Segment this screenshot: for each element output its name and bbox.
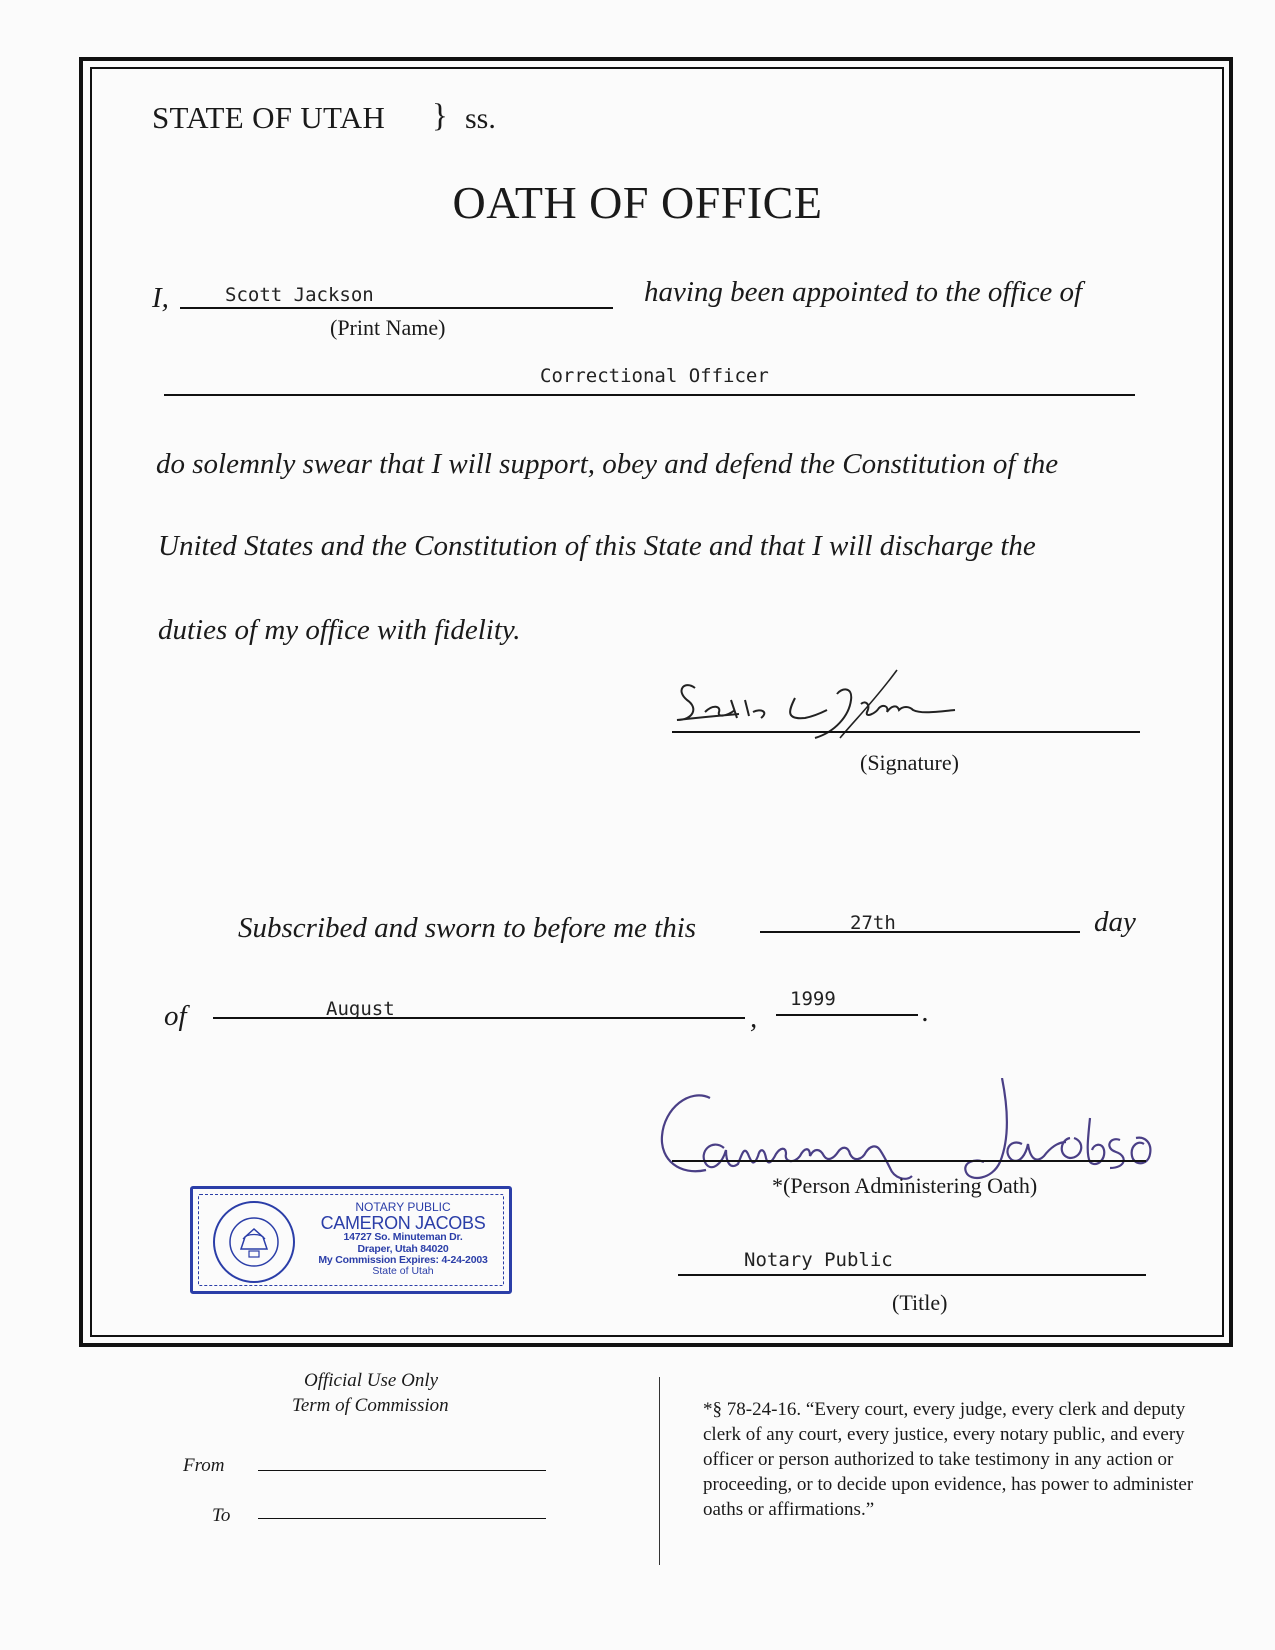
venue-brace: } [432, 98, 448, 134]
administrator-signature [650, 1078, 1170, 1188]
sworn-of-label: of [164, 1000, 187, 1032]
sworn-year-value: 1999 [790, 988, 836, 1010]
sworn-day-line [760, 931, 1080, 933]
print-name-value: Scott Jackson [225, 284, 374, 306]
sworn-day-label: day [1094, 906, 1136, 938]
administrator-caption: *(Person Administering Oath) [772, 1173, 1038, 1198]
venue-ss: ss. [465, 102, 496, 135]
oath-line-3: duties of my office with fidelity. [158, 614, 521, 646]
oath-line-1: do solemnly swear that I will support, obey and defend the Constitution of the [156, 448, 1059, 480]
sworn-comma: , [750, 1002, 758, 1034]
office-intro: having been appointed to the office of [644, 276, 1083, 308]
term-of-commission-heading: Term of Commission [292, 1395, 449, 1416]
sworn-year-line [776, 1014, 918, 1016]
stamp-line-expires: My Commission Expires: 4-24-2003 [318, 1253, 488, 1266]
document-title: OATH OF OFFICE [452, 177, 823, 228]
sworn-month-value: August [326, 998, 395, 1020]
from-line [258, 1470, 546, 1471]
office-line [164, 394, 1135, 396]
sworn-day-value: 27th [850, 912, 896, 934]
stamp-line-city: Draper, Utah 84020 [357, 1242, 449, 1255]
signature-caption: (Signature) [860, 750, 959, 775]
to-line [258, 1518, 546, 1519]
stamp-line-state: State of Utah [372, 1264, 434, 1277]
print-name-line [180, 307, 613, 309]
oath-taker-signature [665, 660, 965, 740]
administrator-title-caption: (Title) [892, 1290, 948, 1315]
stamp-line-notary: NOTARY PUBLIC [355, 1200, 451, 1214]
official-use-heading: Official Use Only [304, 1370, 439, 1391]
to-label: To [212, 1505, 231, 1526]
oath-prefix: I, [152, 282, 169, 314]
notary-stamp [190, 1186, 512, 1294]
administrator-title-value: Notary Public [744, 1249, 893, 1271]
administrator-title-line [678, 1274, 1146, 1276]
sworn-intro: Subscribed and sworn to before me this [238, 912, 697, 944]
state-heading: STATE OF UTAH [152, 100, 386, 135]
administrator-signature-line [672, 1160, 1146, 1162]
stamp-line-address: 14727 So. Minuteman Dr. [343, 1231, 463, 1244]
notary-stamp-text [303, 1201, 503, 1277]
footer-divider [659, 1377, 660, 1565]
signature-line [672, 731, 1140, 733]
oath-line-2: United States and the Constitution of this State and that I will discharge the [158, 530, 1036, 562]
statute-note: *§ 78-24-16. “Every court, every judge, every clerk and deputy clerk of any court, every justice, every notary public, and every officer or person authorized to take testimony in any action or proceeding, or to decide upon evidence, has power to administer oaths or affirmations.” [703, 1399, 1194, 1520]
print-name-caption: (Print Name) [330, 315, 446, 340]
from-label: From [183, 1455, 225, 1476]
office-value: Correctional Officer [540, 365, 769, 387]
stamp-line-name: CAMERON JACOBS [320, 1212, 486, 1233]
sworn-month-line [213, 1017, 745, 1019]
utah-state-seal [211, 1199, 297, 1285]
sworn-period: . [922, 996, 930, 1028]
